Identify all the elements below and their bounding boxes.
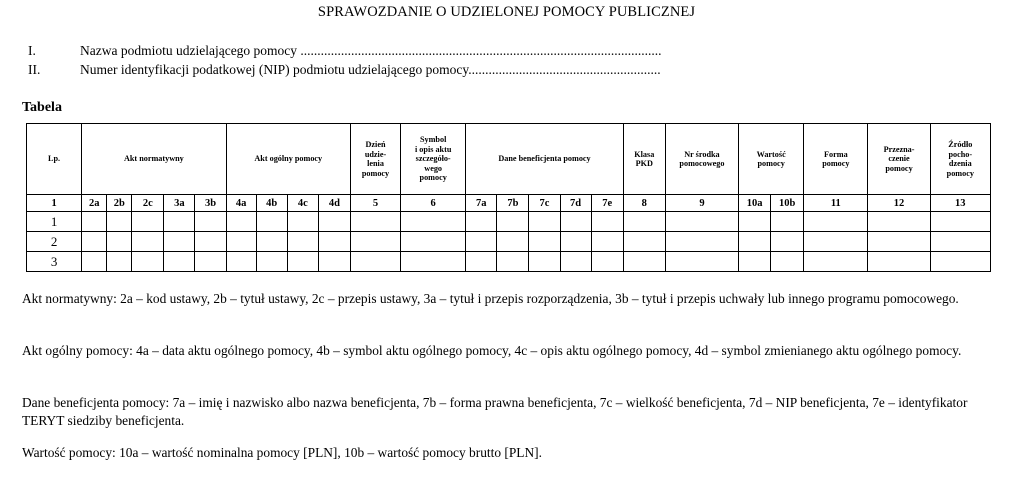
column-number: 7a [466,195,497,212]
column-number: 3b [195,195,226,212]
table-cell[interactable] [401,212,466,232]
column-number: 6 [401,195,466,212]
table-cell[interactable] [164,212,195,232]
header-akt-normatywny: Akt normatywny [82,124,226,195]
column-number: 4c [287,195,318,212]
table-cell[interactable] [107,252,132,272]
header-row [27,124,991,195]
aid-report-table [26,123,991,272]
column-number: 13 [930,195,990,212]
column-number: 12 [868,195,930,212]
table-cell[interactable] [82,252,107,272]
column-number: 1 [27,195,82,212]
header-akt-ogolny: Akt ogólny pomocy [226,124,350,195]
table-cell[interactable] [164,252,195,272]
column-number: 11 [804,195,868,212]
field-number: II. [28,62,41,77]
table-row [27,212,991,232]
header-wartosc: Wartość pomocy [739,124,804,195]
table-cell[interactable] [287,252,318,272]
field-number: I. [28,43,36,58]
table-cell[interactable] [287,212,318,232]
column-number: 3a [164,195,195,212]
legend-akt-normatywny: Akt normatywny: 2a – kod ustawy, 2b – tytuł ustawy, 2c – przepis ustawy, 3a – tytuł i przepis rozporządzenia, 3b – tytuł i przepis uchwały lub innego programu pomocowego. [22,291,959,306]
table-cell[interactable] [868,232,930,252]
table-cell[interactable] [226,252,256,272]
header-dzien-udzielenia: Dzień udzie- lenia pomocy [350,124,400,195]
table-cell[interactable] [82,212,107,232]
header-nr-srodka: Nr środka pomocowego [665,124,738,195]
column-number: 10b [771,195,804,212]
table-cell[interactable] [132,212,164,232]
table-cell[interactable] [195,212,226,232]
header-klasa-pkd: Klasa PKD [623,124,665,195]
table-cell[interactable] [318,232,350,252]
table-cell[interactable] [107,232,132,252]
header-symbol-opis: Symbol i opis aktu szczegóło- wego pomocy [401,124,466,195]
column-number: 9 [665,195,738,212]
header-zrodlo: Źródło pocho- dzenia pomocy [930,124,990,195]
table-cell[interactable] [591,252,623,272]
field-issuer-name [28,43,828,59]
column-number: 7e [591,195,623,212]
table-cell[interactable] [739,252,771,272]
column-number-row [27,195,991,212]
column-number: 8 [623,195,665,212]
table-cell[interactable] [623,232,665,252]
table-cell[interactable] [164,232,195,252]
column-number: 2a [82,195,107,212]
table-cell[interactable] [771,212,804,232]
table-cell[interactable] [256,212,287,232]
table-cell[interactable] [868,212,930,232]
table-cell[interactable] [132,252,164,272]
table-cell[interactable] [771,252,804,272]
table-cell[interactable] [623,212,665,232]
table-cell[interactable] [930,252,990,272]
table-cell[interactable] [739,212,771,232]
table-row [27,252,991,272]
table-label: Tabela [22,100,62,115]
table-cell[interactable] [350,232,400,252]
table-cell[interactable] [560,252,591,272]
field-issuer-nip [28,62,828,78]
legend-wartosc-pomocy: Wartość pomocy: 10a – wartość nominalna pomocy [PLN], 10b – wartość pomocy brutto [PLN]. [22,445,542,460]
field-label: Nazwa podmiotu udzielającego pomocy ........................................................................................................... [80,43,662,58]
table-cell[interactable] [226,232,256,252]
data-rows [27,212,991,272]
row-number: 3 [27,252,82,272]
table-cell[interactable] [82,232,107,252]
table-cell[interactable] [350,212,400,232]
column-number: 7b [497,195,529,212]
table-cell[interactable] [256,252,287,272]
legend-dane-beneficjenta: Dane beneficjenta pomocy: 7a – imię i nazwisko albo nazwa beneficjenta, 7b – forma prawna beneficjenta, 7c – wielkość beneficjenta, 7d – NIP beneficjenta, 7e – identyfikator TERYT siedziby beneficjenta. [22,395,968,428]
table-cell[interactable] [226,212,256,232]
field-label: Numer identyfikacji podatkowej (NIP) podmiotu udzielającego pomocy......................................................... [80,62,661,77]
table-cell[interactable] [665,252,738,272]
table-cell[interactable] [107,212,132,232]
legend-akt-ogolny: Akt ogólny pomocy: 4a – data aktu ogólnego pomocy, 4b – symbol aktu ogólnego pomocy, 4c – opis aktu ogólnego pomocy, 4d – symbol zmienianego aktu ogólnego pomocy. [22,343,962,358]
table-cell[interactable] [739,232,771,252]
table-cell[interactable] [529,232,560,252]
table-row [27,232,991,252]
table-cell[interactable] [287,232,318,252]
table-cell[interactable] [401,232,466,252]
table-cell[interactable] [529,212,560,232]
table-cell[interactable] [529,252,560,272]
table-cell[interactable] [771,232,804,252]
table-cell[interactable] [318,212,350,232]
column-number: 4b [256,195,287,212]
row-number: 2 [27,232,82,252]
column-number: 10a [739,195,771,212]
table-cell[interactable] [665,212,738,232]
header-przeznaczenie: Przezna- czenie pomocy [868,124,930,195]
table-cell[interactable] [132,232,164,252]
table-cell[interactable] [591,232,623,252]
header-forma: Forma pomocy [804,124,868,195]
table-cell[interactable] [497,212,529,232]
table-cell[interactable] [195,252,226,272]
table-cell[interactable] [804,252,868,272]
table-cell[interactable] [560,232,591,252]
table-cell[interactable] [868,252,930,272]
table-cell[interactable] [401,252,466,272]
table-cell[interactable] [195,232,226,252]
table-cell[interactable] [591,212,623,232]
header-dane-beneficjenta: Dane beneficjenta pomocy [466,124,623,195]
table-cell[interactable] [930,232,990,252]
table-cell[interactable] [466,232,497,252]
table-cell[interactable] [804,232,868,252]
table-cell[interactable] [560,212,591,232]
table-cell[interactable] [466,252,497,272]
table-cell[interactable] [623,252,665,272]
column-number: 5 [350,195,400,212]
column-number: 7d [560,195,591,212]
header-lp: Lp. [27,124,82,195]
table-cell[interactable] [497,232,529,252]
column-number: 4a [226,195,256,212]
table-cell[interactable] [350,252,400,272]
table-cell[interactable] [256,232,287,252]
table-cell[interactable] [466,212,497,232]
row-number: 1 [27,212,82,232]
column-number: 7c [529,195,560,212]
column-number: 4d [318,195,350,212]
column-number: 2c [132,195,164,212]
table-cell[interactable] [665,232,738,252]
table-cell[interactable] [930,212,990,232]
document-title: SPRAWOZDANIE O UDZIELONEJ POMOCY PUBLICZNEJ [317,4,696,20]
table-cell[interactable] [318,252,350,272]
table-cell[interactable] [804,212,868,232]
table-cell[interactable] [497,252,529,272]
column-number: 2b [107,195,132,212]
